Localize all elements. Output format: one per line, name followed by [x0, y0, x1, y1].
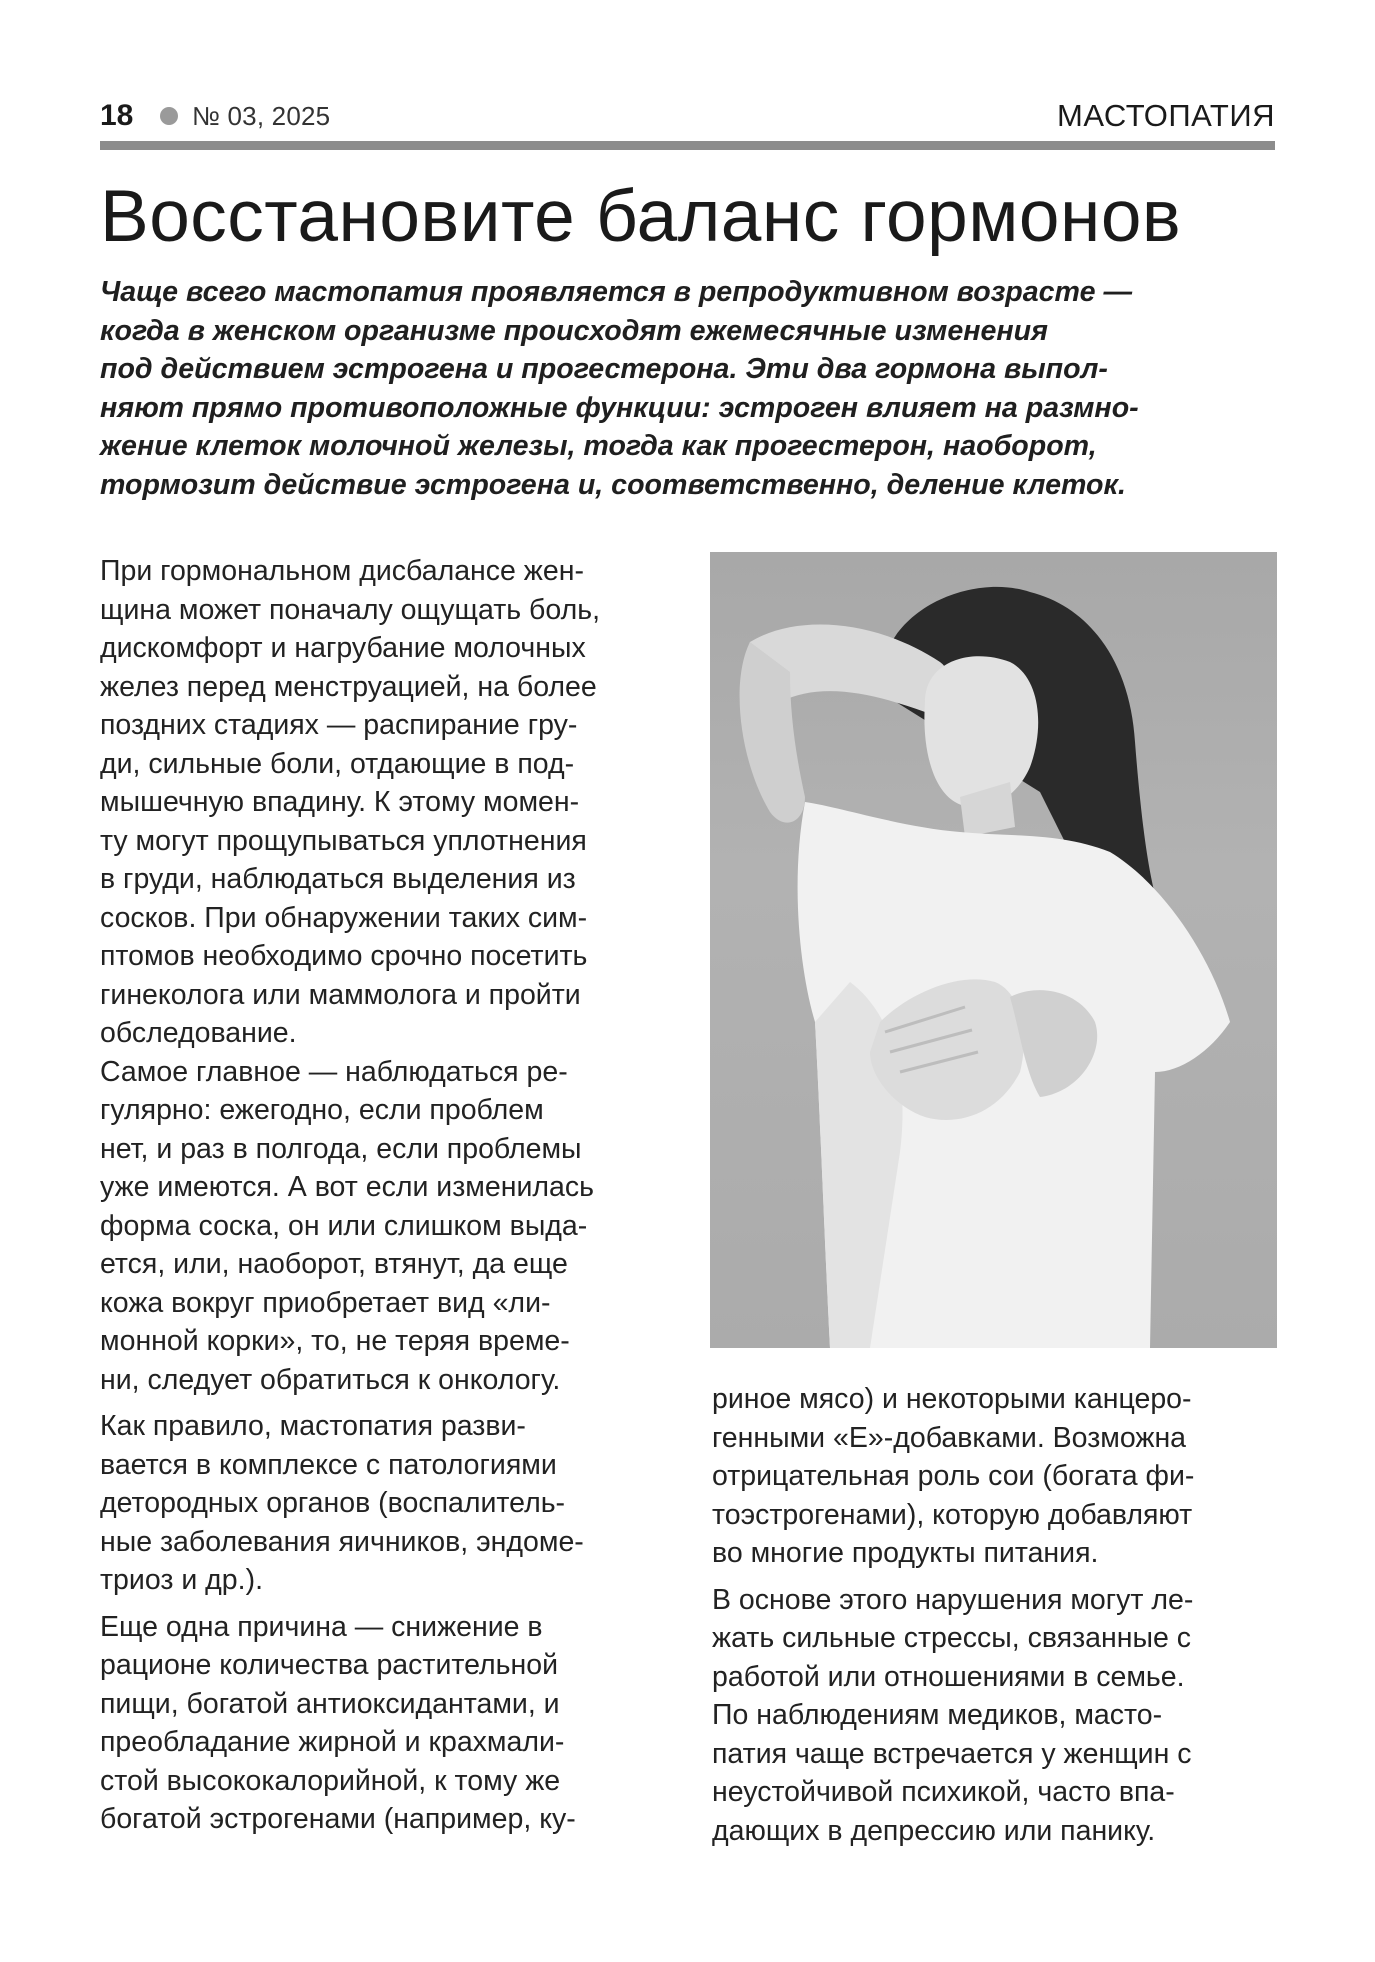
text-line: во многие продукты питания. [712, 1537, 1099, 1569]
text-line: монной корки», то, не теряя време- [100, 1325, 570, 1357]
separator-dot-icon [160, 107, 178, 125]
text-line: ни, следует обратиться к онкологу. [100, 1363, 561, 1396]
text-line: щина может поначалу ощущать боль, [100, 593, 600, 626]
text-line: мышечную впадину. К этому момен- [100, 786, 580, 818]
text-line: стой высококалорийной, к тому же [100, 1764, 561, 1797]
text-line: богатой эстрогенами (например, ку- [100, 1803, 576, 1835]
text-line: тоэстрогенами), которую добавляют [712, 1498, 1193, 1531]
text-line: гинеколога или маммолога и пройти [100, 978, 581, 1011]
text-line: В основе этого нарушения могут ле- [712, 1583, 1194, 1616]
lead-line: под действием эстрогена и прогестерона. Эти два гормона выпол- [100, 353, 1108, 385]
paragraph [100, 1053, 660, 1400]
paragraph [712, 1581, 1282, 1851]
left-column [100, 552, 660, 1839]
text-line: уже имеются. А вот если изменилась [100, 1171, 594, 1203]
page-number: 18 [100, 99, 134, 132]
article-lead [100, 273, 1280, 504]
text-line: обследование. [100, 1017, 297, 1049]
text-line: дискомфорт и нагрубание молочных [100, 632, 586, 664]
text-line: ется, или, наоборот, втянут, да еще [100, 1248, 568, 1280]
lead-line: Чаще всего мастопатия проявляется в репродуктивном возрасте — [100, 276, 1133, 308]
lead-line: тормозит действие эстрогена и, соответственно, деление клеток. [100, 468, 1126, 501]
text-line: отрицательная роль сои (богата фи- [712, 1460, 1195, 1492]
paragraph [100, 1407, 660, 1600]
paragraph [100, 552, 660, 1053]
text-line: Как правило, мастопатия разви- [100, 1410, 526, 1442]
text-line: работой или отношениями в семье. [712, 1660, 1185, 1693]
woman-breast-self-exam-illustration [710, 552, 1277, 1348]
text-line: птомов необходимо срочно посетить [100, 940, 588, 972]
text-line: Еще одна причина — снижение в [100, 1610, 543, 1643]
text-line: желез перед менструацией, на более [100, 670, 597, 703]
text-line: сосков. При обнаружении таких сим- [100, 901, 588, 934]
lead-line: жение клеток молочной железы, тогда как прогестерон, наоборот, [100, 430, 1097, 462]
header-rule [100, 141, 1275, 150]
text-line: кожа вокруг приобретает вид «ли- [100, 1286, 551, 1319]
text-line: нет, и раз в полгода, если проблемы [100, 1132, 582, 1165]
paragraph [712, 1380, 1282, 1573]
text-line: преобладание жирной и крахмали- [100, 1726, 565, 1758]
text-line: жать сильные стрессы, связанные с [712, 1622, 1191, 1654]
article-title: Восстановите баланс гормонов [100, 176, 1182, 257]
text-line: поздних стадиях — распирание гру- [100, 709, 578, 741]
lead-line: когда в женском организме происходят ежемесячные изменения [100, 314, 1048, 347]
text-line: Самое главное — наблюдаться ре- [100, 1055, 568, 1088]
text-line: в груди, наблюдаться выделения из [100, 863, 576, 895]
text-line: неустойчивой психикой, часто впа- [712, 1776, 1175, 1808]
paragraph [100, 1608, 660, 1839]
page-header [100, 96, 1275, 136]
lead-line: няют прямо противоположные функции: эстроген влияет на размно- [100, 391, 1139, 424]
text-line: пищи, богатой антиоксидантами, и [100, 1687, 560, 1720]
text-line: генными «Е»-добавками. Возможна [712, 1421, 1187, 1454]
text-line: ту могут прощупываться уплотнения [100, 824, 587, 857]
text-line: ные заболевания яичников, эндоме- [100, 1525, 584, 1558]
text-line: вается в комплексе с патологиями [100, 1448, 557, 1481]
text-line: форма соска, он или слишком выда- [100, 1209, 588, 1242]
text-line: По наблюдениям медиков, масто- [712, 1699, 1163, 1731]
text-line: триоз и др.). [100, 1564, 263, 1596]
issue-number: № 03, 2025 [192, 101, 331, 131]
text-line: гулярно: ежегодно, если проблем [100, 1094, 544, 1126]
text-line: рационе количества растительной [100, 1649, 559, 1681]
text-line: детородных органов (воспалитель- [100, 1487, 566, 1519]
text-line: ди, сильные боли, отдающие в под- [100, 747, 575, 780]
text-line: риное мясо) и некоторыми канцеро- [712, 1383, 1192, 1415]
text-line: При гормональном дисбалансе жен- [100, 555, 584, 587]
text-line: дающих в депрессию или панику. [712, 1814, 1156, 1847]
article-photo [710, 552, 1277, 1348]
section-title: МАСТОПАТИЯ [1057, 98, 1275, 133]
right-column [712, 1380, 1282, 1850]
text-line: патия чаще встречается у женщин с [712, 1737, 1192, 1770]
